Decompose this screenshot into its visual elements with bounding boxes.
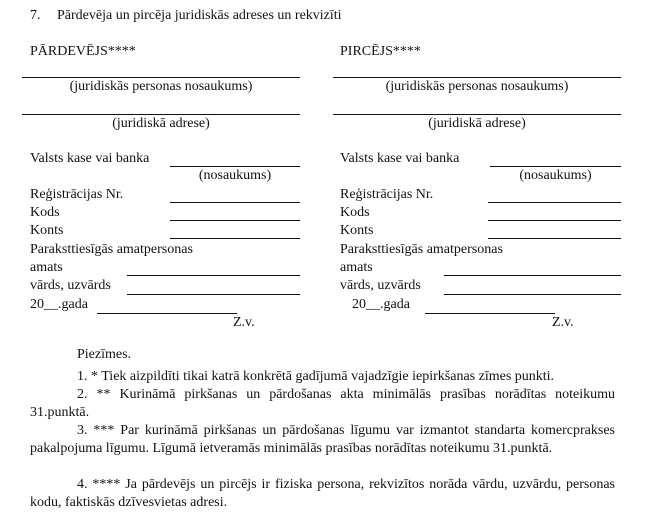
seller-date-label: 20__.gada bbox=[30, 297, 88, 312]
seller-code-label: Kods bbox=[30, 205, 60, 220]
buyer-bank-label: Valsts kase vai banka bbox=[340, 151, 460, 166]
seller-account-label: Konts bbox=[30, 223, 64, 238]
buyer-code-line[interactable] bbox=[488, 220, 621, 221]
section-number: 7. bbox=[30, 8, 41, 23]
buyer-position-line[interactable] bbox=[444, 275, 621, 276]
seller-reg-no-line[interactable] bbox=[170, 202, 300, 203]
buyer-reg-no-label: Reģistrācijas Nr. bbox=[340, 187, 434, 202]
buyer-account-line[interactable] bbox=[488, 238, 621, 239]
buyer-entity-name-caption: (juridiskās personas nosaukums) bbox=[385, 79, 569, 94]
seller-bank-caption: (nosaukums) bbox=[198, 168, 272, 183]
buyer-bank-caption: (nosaukums) bbox=[519, 168, 592, 183]
seller-entity-name-caption: (juridiskās personas nosaukums) bbox=[69, 79, 253, 94]
note-item: 2. ** Kurināmā pirkšanas un pārdošanas akta minimālās prasības norādītas noteikumu 31.punktā. bbox=[30, 387, 615, 420]
buyer-date-line[interactable] bbox=[425, 313, 555, 314]
buyer-position-label: amats bbox=[340, 260, 373, 275]
note-item: 3. *** Par kurināmā pirkšanas un pārdošanas līgumu var izmantot standarta komercprakses pakalpojuma līgumu. Līgumā ietveramās minimālās prasības norādītas noteikumu 31.punktā. bbox=[30, 423, 615, 456]
buyer-entity-name-line[interactable] bbox=[333, 77, 621, 78]
buyer-seal: Z.v. bbox=[552, 315, 574, 330]
buyer-bank-line[interactable] bbox=[490, 166, 621, 167]
seller-position-line[interactable] bbox=[127, 275, 300, 276]
seller-bank-label: Valsts kase vai banka bbox=[30, 151, 150, 166]
note-item: 1. * Tiek aizpildīti tikai katrā konkrētā gadījumā vajadzīgie iepirkšanas zīmes punkti. bbox=[77, 369, 555, 384]
seller-address-line[interactable] bbox=[22, 114, 300, 115]
buyer-address-caption: (juridiskā adrese) bbox=[428, 116, 526, 131]
seller-name-label: vārds, uzvārds bbox=[30, 278, 111, 293]
seller-reg-no-label: Reģistrācijas Nr. bbox=[30, 187, 124, 202]
seller-date-line[interactable] bbox=[97, 313, 237, 314]
buyer-signatory-label: Paraksttiesīgās amatpersonas bbox=[340, 242, 503, 257]
seller-bank-line[interactable] bbox=[170, 166, 300, 167]
section-title: Pārdevēja un pircēja juridiskās adreses un rekvizīti bbox=[57, 8, 342, 23]
seller-code-line[interactable] bbox=[170, 220, 300, 221]
seller-account-line[interactable] bbox=[170, 238, 300, 239]
seller-heading: PĀRDEVĒJS**** bbox=[30, 44, 136, 59]
seller-seal: Z.v. bbox=[233, 315, 255, 330]
seller-address-caption: (juridiskā adrese) bbox=[112, 116, 210, 131]
seller-position-label: amats bbox=[30, 260, 63, 275]
buyer-name-line[interactable] bbox=[444, 294, 621, 295]
buyer-name-label: vārds, uzvārds bbox=[340, 278, 421, 293]
seller-name-line[interactable] bbox=[127, 294, 300, 295]
buyer-account-label: Konts bbox=[340, 223, 374, 238]
buyer-heading: PIRCĒJS**** bbox=[340, 44, 421, 59]
buyer-reg-no-line[interactable] bbox=[488, 202, 621, 203]
seller-entity-name-line[interactable] bbox=[22, 77, 300, 78]
buyer-date-label: 20__.gada bbox=[352, 297, 410, 312]
buyer-address-line[interactable] bbox=[333, 114, 621, 115]
note-item: 4. **** Ja pārdevējs un pircējs ir fiziska persona, rekvizītos norāda vārdu, uzvārdu, personas kodu, faktiskās dzīvesvietas adresi. bbox=[30, 477, 615, 510]
seller-signatory-label: Paraksttiesīgās amatpersonas bbox=[30, 242, 193, 257]
buyer-code-label: Kods bbox=[340, 205, 370, 220]
notes-heading: Piezīmes. bbox=[77, 347, 132, 362]
